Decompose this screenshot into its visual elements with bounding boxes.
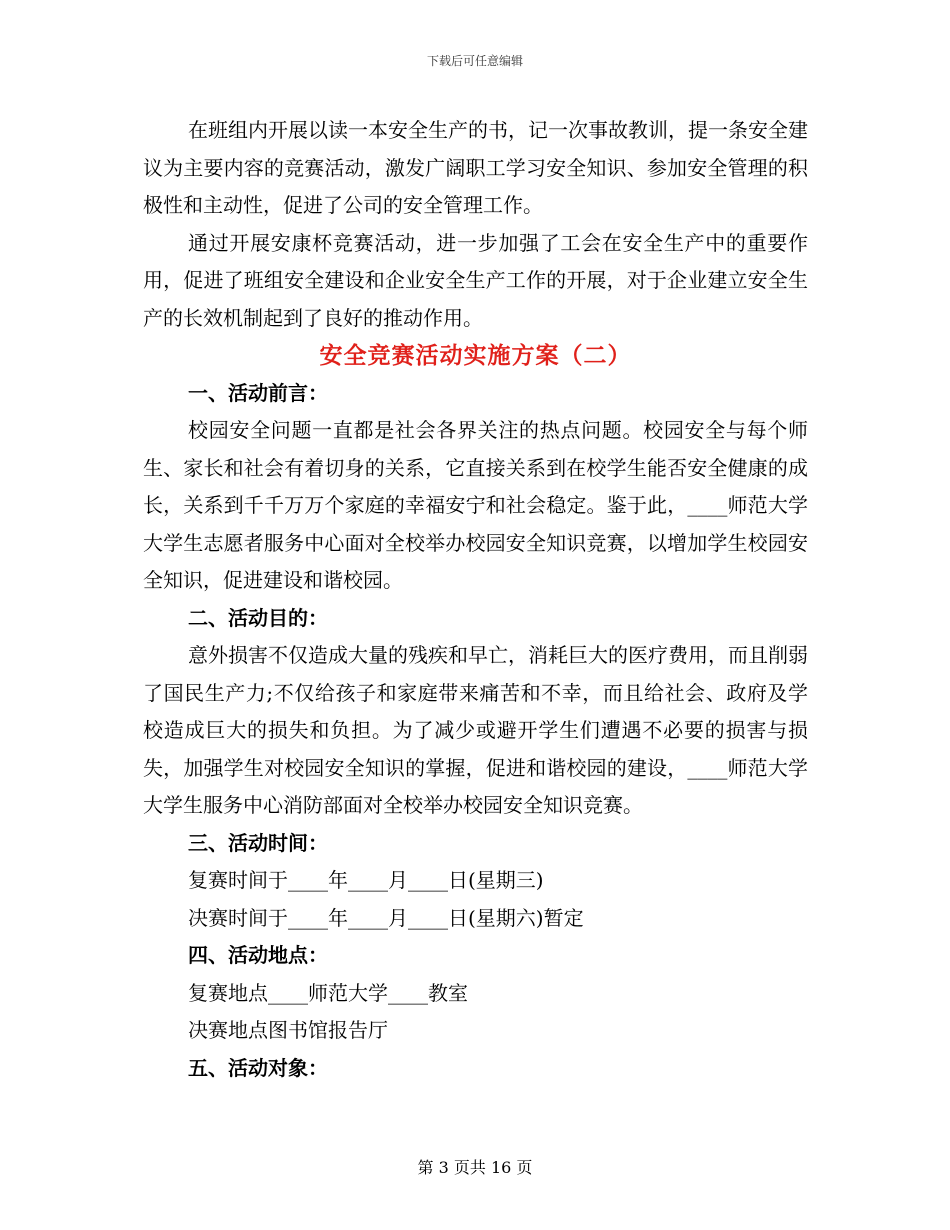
place-line-1: 复赛地点____师范大学____教室 bbox=[188, 980, 468, 1005]
page-header: 下载后可任意编辑 bbox=[426, 54, 523, 68]
heading-2: 二、活动目的： bbox=[188, 605, 328, 630]
document-body bbox=[143, 112, 808, 1087]
heading-3: 三、活动时间： bbox=[188, 830, 328, 855]
page-footer: 第 3 页共 16 页 bbox=[417, 1158, 533, 1177]
paragraph-1: 在班组内开展以读一本安全生产的书，记一次事故教训，提一条安全建议为主要内容的竞赛活动，激发广阔职工学习安全知识、参加安全管理的积极性和主动性，促进了公司的安全管理工作。 bbox=[143, 118, 808, 217]
place-line-2: 决赛地点图书馆报告厅 bbox=[188, 1018, 388, 1042]
paragraph-3: 校园安全问题一直都是社会各界关注的热点问题。校园安全与每个师生、家长和社会有着切身的关系，它直接关系到在校学生能否安全健康的成长，关系到千千万万个家庭的幸福安宁和社会稳定。鉴于此，____师范大学大学生志愿者服务中心面对全校举办校园安全知识竞赛，以增加学生校园安全知识，促进建设和谐校园。 bbox=[143, 418, 808, 592]
heading-4: 四、活动地点： bbox=[188, 943, 328, 967]
paragraph-4: 意外损害不仅造成大量的残疾和早亡，消耗巨大的医疗费用，而且削弱了国民生产力;不仅给孩子和家庭带来痛苦和不幸，而且给社会、政府及学校造成巨大的损失和负担。为了减少或避开学生们遭遇不必要的损害与损失，加强学生对校园安全知识的掌握，促进和谐校园的建设，____师范大学大学生服务中心消防部面对全校举办校园安全知识竞赛。 bbox=[143, 643, 808, 817]
time-line-2: 决赛时间于____年____月____日(星期六)暂定 bbox=[188, 905, 584, 930]
heading-1: 一、活动前言： bbox=[188, 380, 328, 405]
time-line-1: 复赛时间于____年____月____日(星期三) bbox=[188, 868, 544, 892]
paragraph-2: 通过开展安康杯竞赛活动，进一步加强了工会在安全生产中的重要作用，促进了班组安全建设和企业安全生产工作的开展，对于企业建立安全生产的长效机制起到了良好的推动作用。 bbox=[143, 230, 808, 330]
heading-5: 五、活动对象： bbox=[188, 1055, 328, 1080]
section-title: 安全竞赛活动实施方案（二） bbox=[319, 342, 632, 369]
